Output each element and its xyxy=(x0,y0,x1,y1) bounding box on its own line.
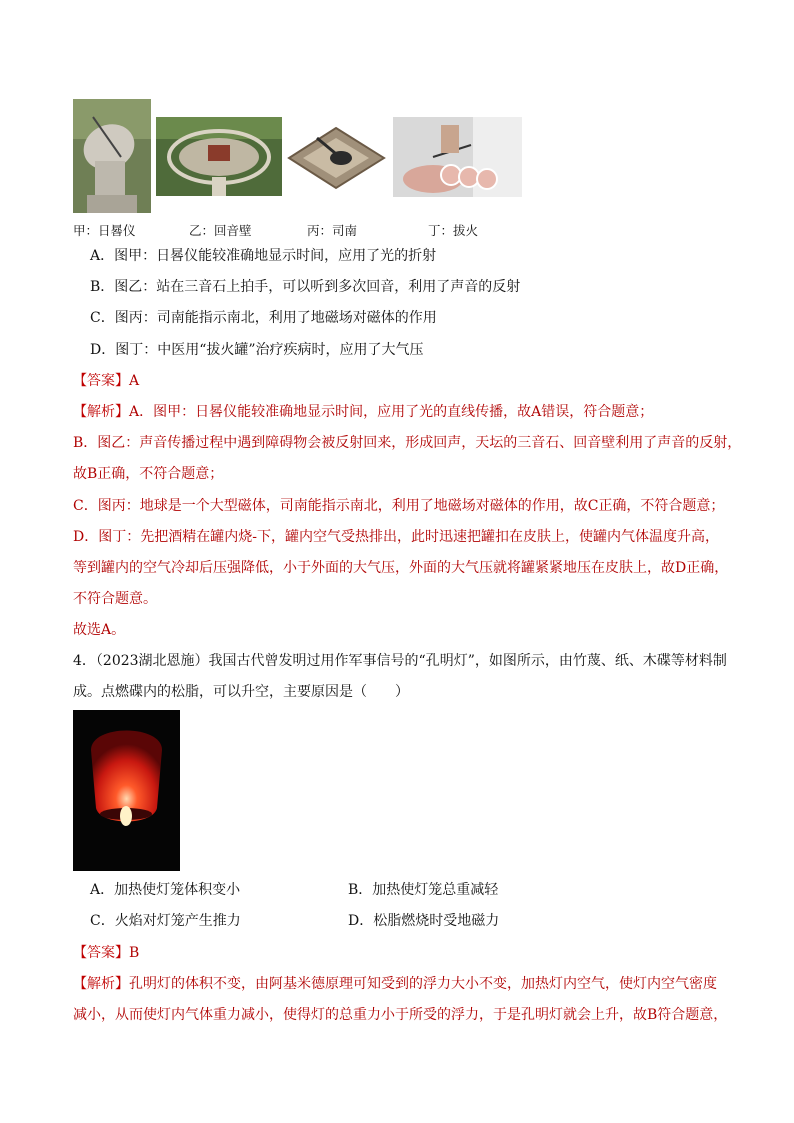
answer-value: A xyxy=(129,373,140,389)
q3-analysis-line-1 xyxy=(73,402,653,422)
compass-sinan-image xyxy=(285,124,388,191)
cupping-image xyxy=(393,117,522,197)
q4-stem-line-2: 成。点燃碟内的松脂，可以升空，主要原因是（ ） xyxy=(73,684,409,700)
analysis-text: A．图甲：日晷仪能较准确地显示时间，应用了光的直线传播，故A错误，符合题意； xyxy=(129,404,654,420)
analysis-text: 孔明灯的体积不变，由阿基米德原理可知受到的浮力大小不变，加热灯内空气，使灯内空气密度 xyxy=(129,976,717,992)
q4-stem-line-1: 4．（2023湖北恩施）我国古代曾发明过用作军事信号的“孔明灯”，如图所示，由竹蔑、纸、木碟等材料制 xyxy=(73,653,727,669)
echo-wall-image xyxy=(156,117,282,196)
analysis-tag: 【解析】 xyxy=(73,976,129,992)
q3-analysis-line-8: 故选A。 xyxy=(73,622,126,638)
q3-option-d: D．图丁：中医用“拔火罐”治疗疾病时，应用了大气压 xyxy=(90,342,424,358)
q4-option-a: A．加热使灯笼体积变小 xyxy=(90,882,241,898)
answer-tag: 【答案】 xyxy=(73,373,129,389)
sky-lantern-image xyxy=(73,710,180,871)
q3-option-b: B．图乙：站在三音石上拍手，可以听到多次回音，利用了声音的反射 xyxy=(90,279,521,295)
q4-answer xyxy=(73,943,139,963)
q3-analysis-line-3: 故B正确，不符合题意； xyxy=(73,466,224,482)
answer-value: B xyxy=(129,945,140,961)
q4-option-b: B．加热使灯笼总重减轻 xyxy=(348,882,499,898)
caption-sundial: 甲：日晷仪 xyxy=(73,223,136,238)
q3-analysis-line-6: 等到罐内的空气冷却后压强降低，小于外面的大气压，外面的大气压就将罐紧紧地压在皮肤上，故D正确， xyxy=(73,560,729,576)
q3-option-a: A．图甲：日晷仪能较准确地显示时间，应用了光的折射 xyxy=(90,248,437,264)
q4-analysis-line-2: 减小，从而使灯内气体重力减小，使得灯的总重力小于所受的浮力，于是孔明灯就会上升，故B符合题意， xyxy=(73,1007,728,1023)
caption-sinan: 丙：司南 xyxy=(307,223,358,238)
caption-echo-wall: 乙：回音壁 xyxy=(189,223,252,238)
analysis-tag: 【解析】 xyxy=(73,404,129,420)
q3-analysis-line-2: B．图乙：声音传播过程中遇到障碍物会被反射回来，形成回声，天坛的三音石、回音壁利用了声音的反射， xyxy=(73,435,742,451)
q3-analysis-line-5: D．图丁：先把酒精在罐内烧-下，罐内空气受热排出，此时迅速把罐扣在皮肤上，使罐内气体温度升高， xyxy=(73,529,719,545)
answer-tag: 【答案】 xyxy=(73,945,129,961)
caption-cupping: 丁：拔火 xyxy=(428,223,479,238)
q3-option-c: C．图丙：司南能指示南北，利用了地磁场对磁体的作用 xyxy=(90,310,437,326)
q4-analysis-line-1 xyxy=(73,974,717,994)
q4-option-d: D．松脂燃烧时受地磁力 xyxy=(348,913,500,929)
q3-answer xyxy=(73,371,139,391)
q3-analysis-line-7: 不符合题意。 xyxy=(73,591,157,607)
q4-option-c: C．火焰对灯笼产生推力 xyxy=(90,913,241,929)
q3-analysis-line-4: C．图丙：地球是一个大型磁体，司南能指示南北，利用了地磁场对磁体的作用，故C正确，不符合题意； xyxy=(73,498,725,514)
sundial-image xyxy=(73,99,151,213)
